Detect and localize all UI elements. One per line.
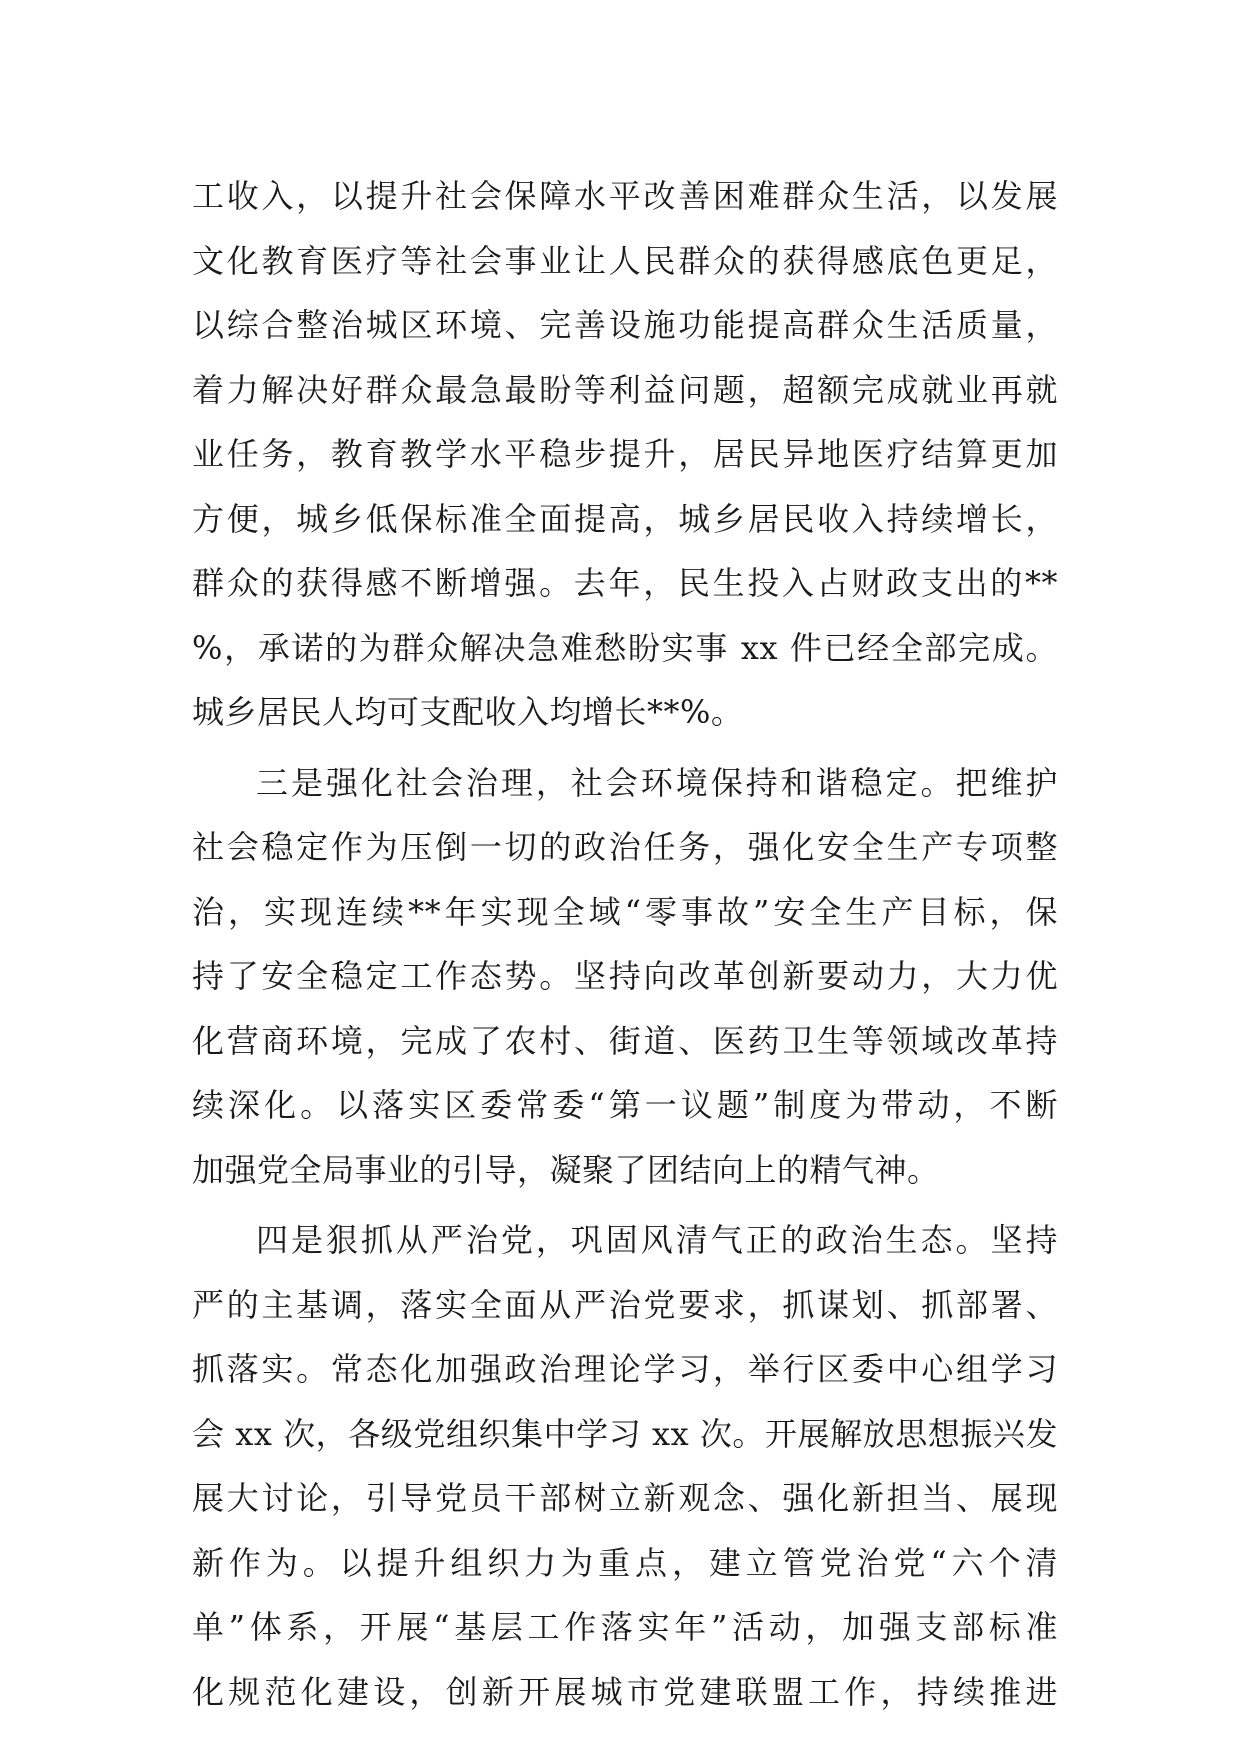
text-line: 文化教育医疗等社会事业让人民群众的获得感底色更足，	[192, 241, 1058, 280]
text-line: 治，实现连续**年实现全域“零事故”安全生产目标，保	[192, 892, 1058, 931]
paragraph-social-governance	[192, 751, 1058, 1203]
text-line: 三是强化社会治理，社会环境保持和谐稳定。把维护	[256, 763, 1058, 802]
text-line: 加强党全局事业的引导，凝聚了团结向上的精气神。	[192, 1150, 940, 1189]
text-line: 群众的获得感不断增强。去年，民生投入占财政支出的**	[192, 564, 1058, 602]
text-line: 以综合整治城区环境、完善设施功能提高群众生活质量，	[192, 306, 1058, 344]
text-line: 着力解决好群众最急最盼等利益问题，超额完成就业再就	[192, 370, 1058, 409]
text-line: 方便，城乡低保标准全面提高，城乡居民收入持续增长，	[192, 499, 1058, 538]
text-line: 持了安全稳定工作态势。坚持向改革创新要动力，大力优	[192, 957, 1058, 995]
text-line: 新作为。以提升组织力为重点，建立管党治党“六个清	[192, 1543, 1058, 1582]
text-line: 业任务，教育教学水平稳步提升，居民异地医疗结算更加	[192, 435, 1058, 473]
text-line: 城乡居民人均可支配收入均增长**%。	[192, 693, 744, 731]
text-line: 单”体系，开展“基层工作落实年”活动，加强支部标准	[192, 1608, 1058, 1646]
text-line: 四是狠抓从严治党，巩固风清气正的政治生态。坚持	[256, 1221, 1058, 1259]
text-line: 工收入，以提升社会保障水平改善困难群众生活，以发展	[192, 177, 1058, 215]
paragraph-livelihood	[192, 164, 1058, 745]
document-body	[192, 164, 1058, 1724]
text-line: 化营商环境，完成了农村、街道、医药卫生等领域改革持	[192, 1021, 1058, 1060]
text-line: %，承诺的为群众解决急难愁盼实事 xx 件已经全部完成。	[192, 628, 1058, 667]
text-line: 续深化。以落实区委常委“第一议题”制度为带动，不断	[192, 1086, 1058, 1124]
text-line: 化规范化建设，创新开展城市党建联盟工作，持续推进	[192, 1672, 1058, 1711]
text-line: 展大讨论，引导党员干部树立新观念、强化新担当、展现	[192, 1479, 1058, 1517]
text-line: 严的主基调，落实全面从严治党要求，抓谋划、抓部署、	[192, 1285, 1058, 1324]
text-line: 抓落实。常态化加强政治理论学习，举行区委中心组学习	[192, 1350, 1058, 1388]
text-line: 会 xx 次，各级党组织集中学习 xx 次。开展解放思想振兴发	[192, 1414, 1058, 1453]
text-line: 社会稳定作为压倒一切的政治任务，强化安全生产专项整	[192, 828, 1058, 866]
paragraph-party-discipline	[192, 1208, 1058, 1724]
